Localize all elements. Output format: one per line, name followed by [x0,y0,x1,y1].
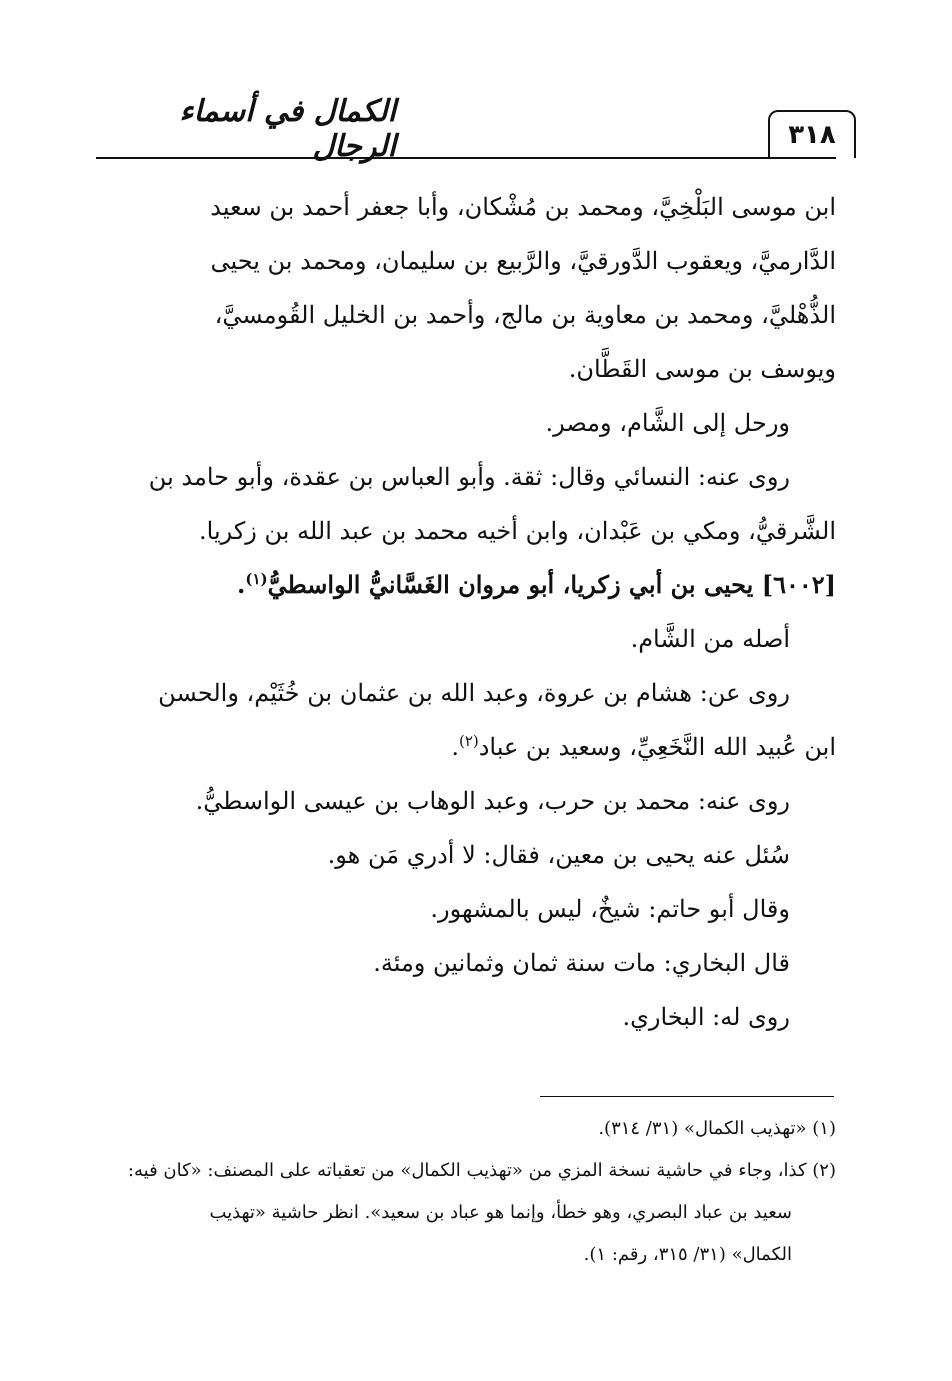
text-line: روى عن: هشام بن عروة، وعبد الله بن عثمان بن خُثَيْم، والحسن [158,679,790,707]
text-line: قال البخاري: مات سنة ثمان وثمانين ومئة. [373,949,790,977]
entry-name: يحيى بن أبي زكريا، أبو مروان الغَسَّانيُّ الواسطيُّ [267,570,754,599]
text-line: روى عنه: النسائي وقال: ثقة. وأبو العباس بن عقدة، وأبو حامد بن [148,463,790,491]
biography-entry-heading [96,558,836,612]
paragraph-travel: ورحل إلى الشَّام، ومصر. [545,409,790,437]
text-line: روى له: البخاري. [622,1003,790,1031]
text-line: الشَّرقيُّ، ومكي بن عَبْدان، وابن أخيه محمد بن عبد الله بن زكريا. [199,517,836,545]
text-line: الدَّارميَّ، ويعقوب الدَّورقيَّ، والرَّبيع بن سليمان، ومحمد بن يحيى [210,247,836,275]
entry-end: . [236,570,246,599]
text-line: الذُّهْليَّ، ومحمد بن معاوية بن مالج، وأحمد بن الخليل القُومسيَّ، [214,301,836,329]
narrators-end: . [451,733,459,761]
origin-line: أصله من الشَّام. [630,625,790,653]
footnote-ref[interactable]: (١) [245,570,268,588]
footnote-2: (٢) كذا، وجاء في حاشية نسخة المزي من «تهذيب الكمال» من تعقباته على المصنف: «كان فيه: [127,1160,836,1181]
narrators-text: ابن عُبيد الله النَّخَعِيِّ، وسعيد بن عباد [478,733,836,761]
footnote-2-cont: سعيد بن عباد البصري، وهو خطأ، وإنما هو عباد بن سعيد». انظر حاشية «تهذيب [209,1202,792,1223]
text-line: ويوسف بن موسى القَطَّان. [568,355,836,383]
text-line: روى عنه: محمد بن حرب، وعبد الوهاب بن عيسى الواسطيُّ. [195,787,790,815]
footnote-1: (١) «تهذيب الكمال» (٣١/ ٣١٤). [598,1118,836,1139]
header-rule [96,157,836,159]
page-number: ٣١٨ [768,110,856,158]
footnote-ref[interactable]: (٢) [458,732,479,750]
text-line: سُئل عنه يحيى بن معين، فقال: لا أدري مَن هو. [327,841,790,869]
text-line: ابن موسى البَلْخِيَّ، ومحمد بن مُشْكان، وأبا جعفر أحمد بن سعيد [210,193,836,221]
text-line [96,720,836,774]
footnotes [96,1108,836,1276]
footnote-2-cont: الكمال» (٣١/ ٣١٥، رقم: ١). [583,1244,792,1265]
text-line: وقال أبو حاتم: شيخٌ، ليس بالمشهور. [430,895,790,923]
entry-number: [٦٠٠٢] [761,570,836,599]
main-text [96,180,836,1044]
footnote-separator [540,1096,834,1097]
book-title: الكمال في أسماء الرجال [179,94,396,164]
